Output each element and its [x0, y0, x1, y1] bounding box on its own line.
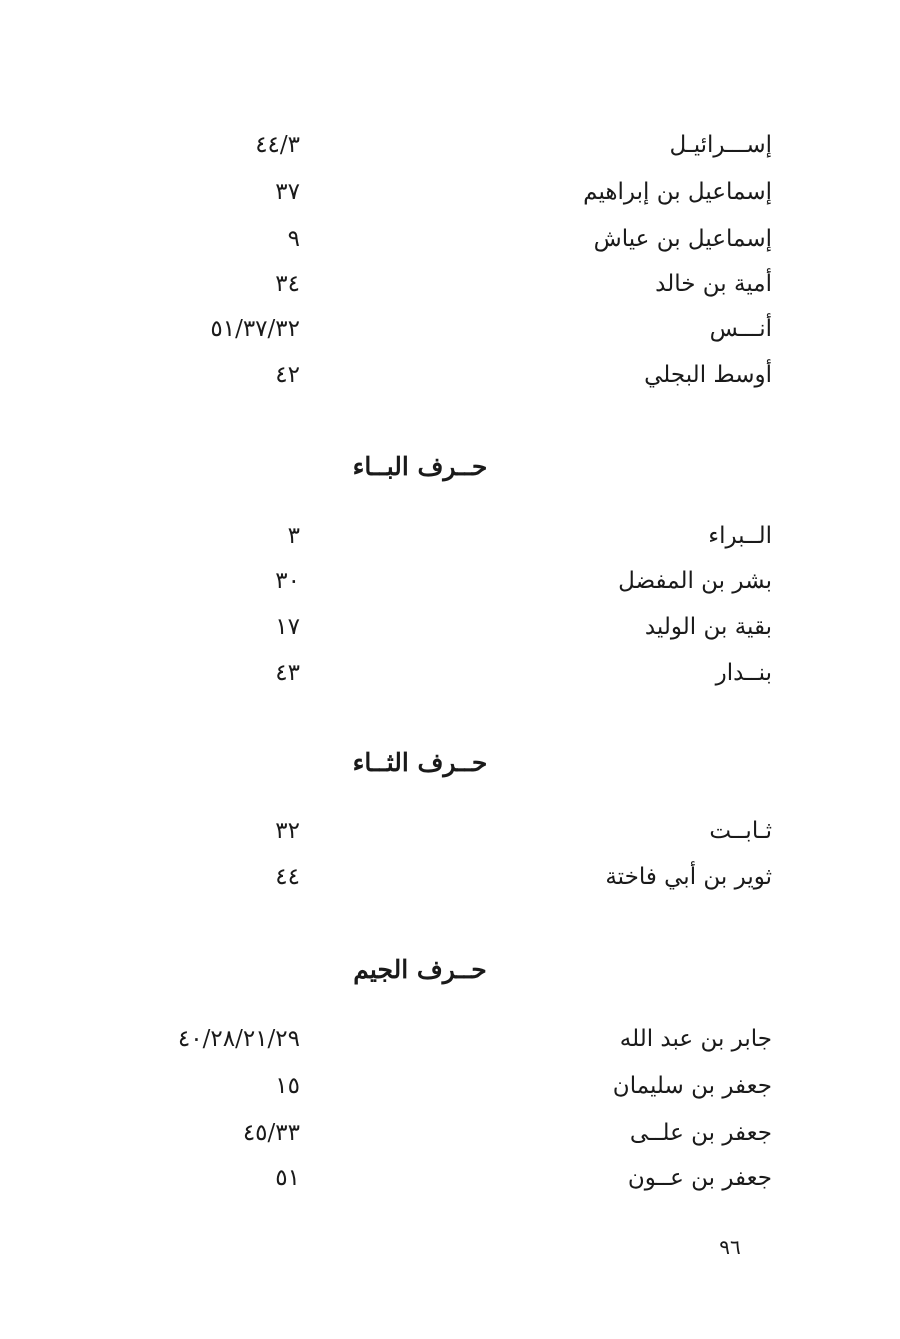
index-entry — [0, 219, 900, 259]
entry-name: إسماعيل بن إبراهيم — [583, 179, 772, 205]
entry-pages: ٤٤ — [275, 864, 300, 890]
entry-pages: ٥١ — [275, 1165, 300, 1191]
entry-name: الــبراء — [708, 523, 772, 549]
index-entry — [0, 264, 900, 304]
entry-pages: ٤٤/٣ — [255, 132, 300, 158]
index-entry — [0, 172, 900, 212]
entry-name: جعفر بن سليمان — [612, 1073, 772, 1099]
index-entry — [0, 1066, 900, 1106]
index-entry — [0, 309, 900, 349]
index-entry — [0, 857, 900, 897]
entry-pages: ٣٤ — [275, 271, 300, 297]
entry-pages: ٣٢ — [275, 818, 300, 844]
index-entry — [0, 1113, 900, 1153]
entry-pages: ٩ — [287, 226, 300, 252]
index-entry — [0, 355, 900, 395]
entry-pages: ٣٠ — [275, 568, 300, 594]
entry-pages: ٣ — [287, 523, 300, 549]
entry-pages: ٤٢ — [275, 362, 300, 388]
index-entry — [0, 516, 900, 556]
entry-name: إســـرائيـل — [669, 132, 772, 158]
section-heading-ba: حــرف البــاء — [352, 452, 488, 481]
entry-pages: ٤٣ — [275, 660, 300, 686]
index-entry — [0, 1158, 900, 1198]
entry-pages: ٤٥/٣٣ — [242, 1120, 300, 1146]
section-heading-jim: حــرف الجيم — [353, 955, 487, 984]
entry-pages: ٣٧ — [275, 179, 300, 205]
entry-pages: ١٧ — [275, 614, 300, 640]
entry-name: بقية بن الوليد — [644, 614, 772, 640]
entry-name: أمية بن خالد — [655, 271, 772, 297]
section-heading-tha: حــرف الثــاء — [352, 748, 488, 777]
index-entry — [0, 653, 900, 693]
entry-name: ثـابــت — [709, 818, 772, 844]
entry-name: ثوير بن أبي فاختة — [605, 864, 772, 890]
entry-name: بشر بن المفضل — [618, 568, 772, 594]
entry-pages: ٥١/٣٧/٣٢ — [210, 316, 300, 342]
index-entry — [0, 125, 900, 165]
entry-name: أوسط البجلي — [644, 362, 772, 388]
index-entry — [0, 811, 900, 851]
index-entry — [0, 607, 900, 647]
page-number: ٩٦ — [719, 1235, 741, 1259]
entry-name: إسماعيل بن عياش — [593, 226, 772, 252]
index-entry — [0, 561, 900, 601]
entry-name: جعفر بن عــون — [627, 1165, 772, 1191]
index-entry — [0, 1019, 900, 1059]
entry-name: جعفر بن علــى — [629, 1120, 772, 1146]
entry-pages: ٤٠/٢٨/٢١/٢٩ — [177, 1026, 300, 1052]
entry-pages: ١٥ — [275, 1073, 300, 1099]
entry-name: أنـــس — [709, 316, 772, 342]
entry-name: بنــدار — [715, 660, 772, 686]
entry-name: جابر بن عبد الله — [619, 1026, 772, 1052]
